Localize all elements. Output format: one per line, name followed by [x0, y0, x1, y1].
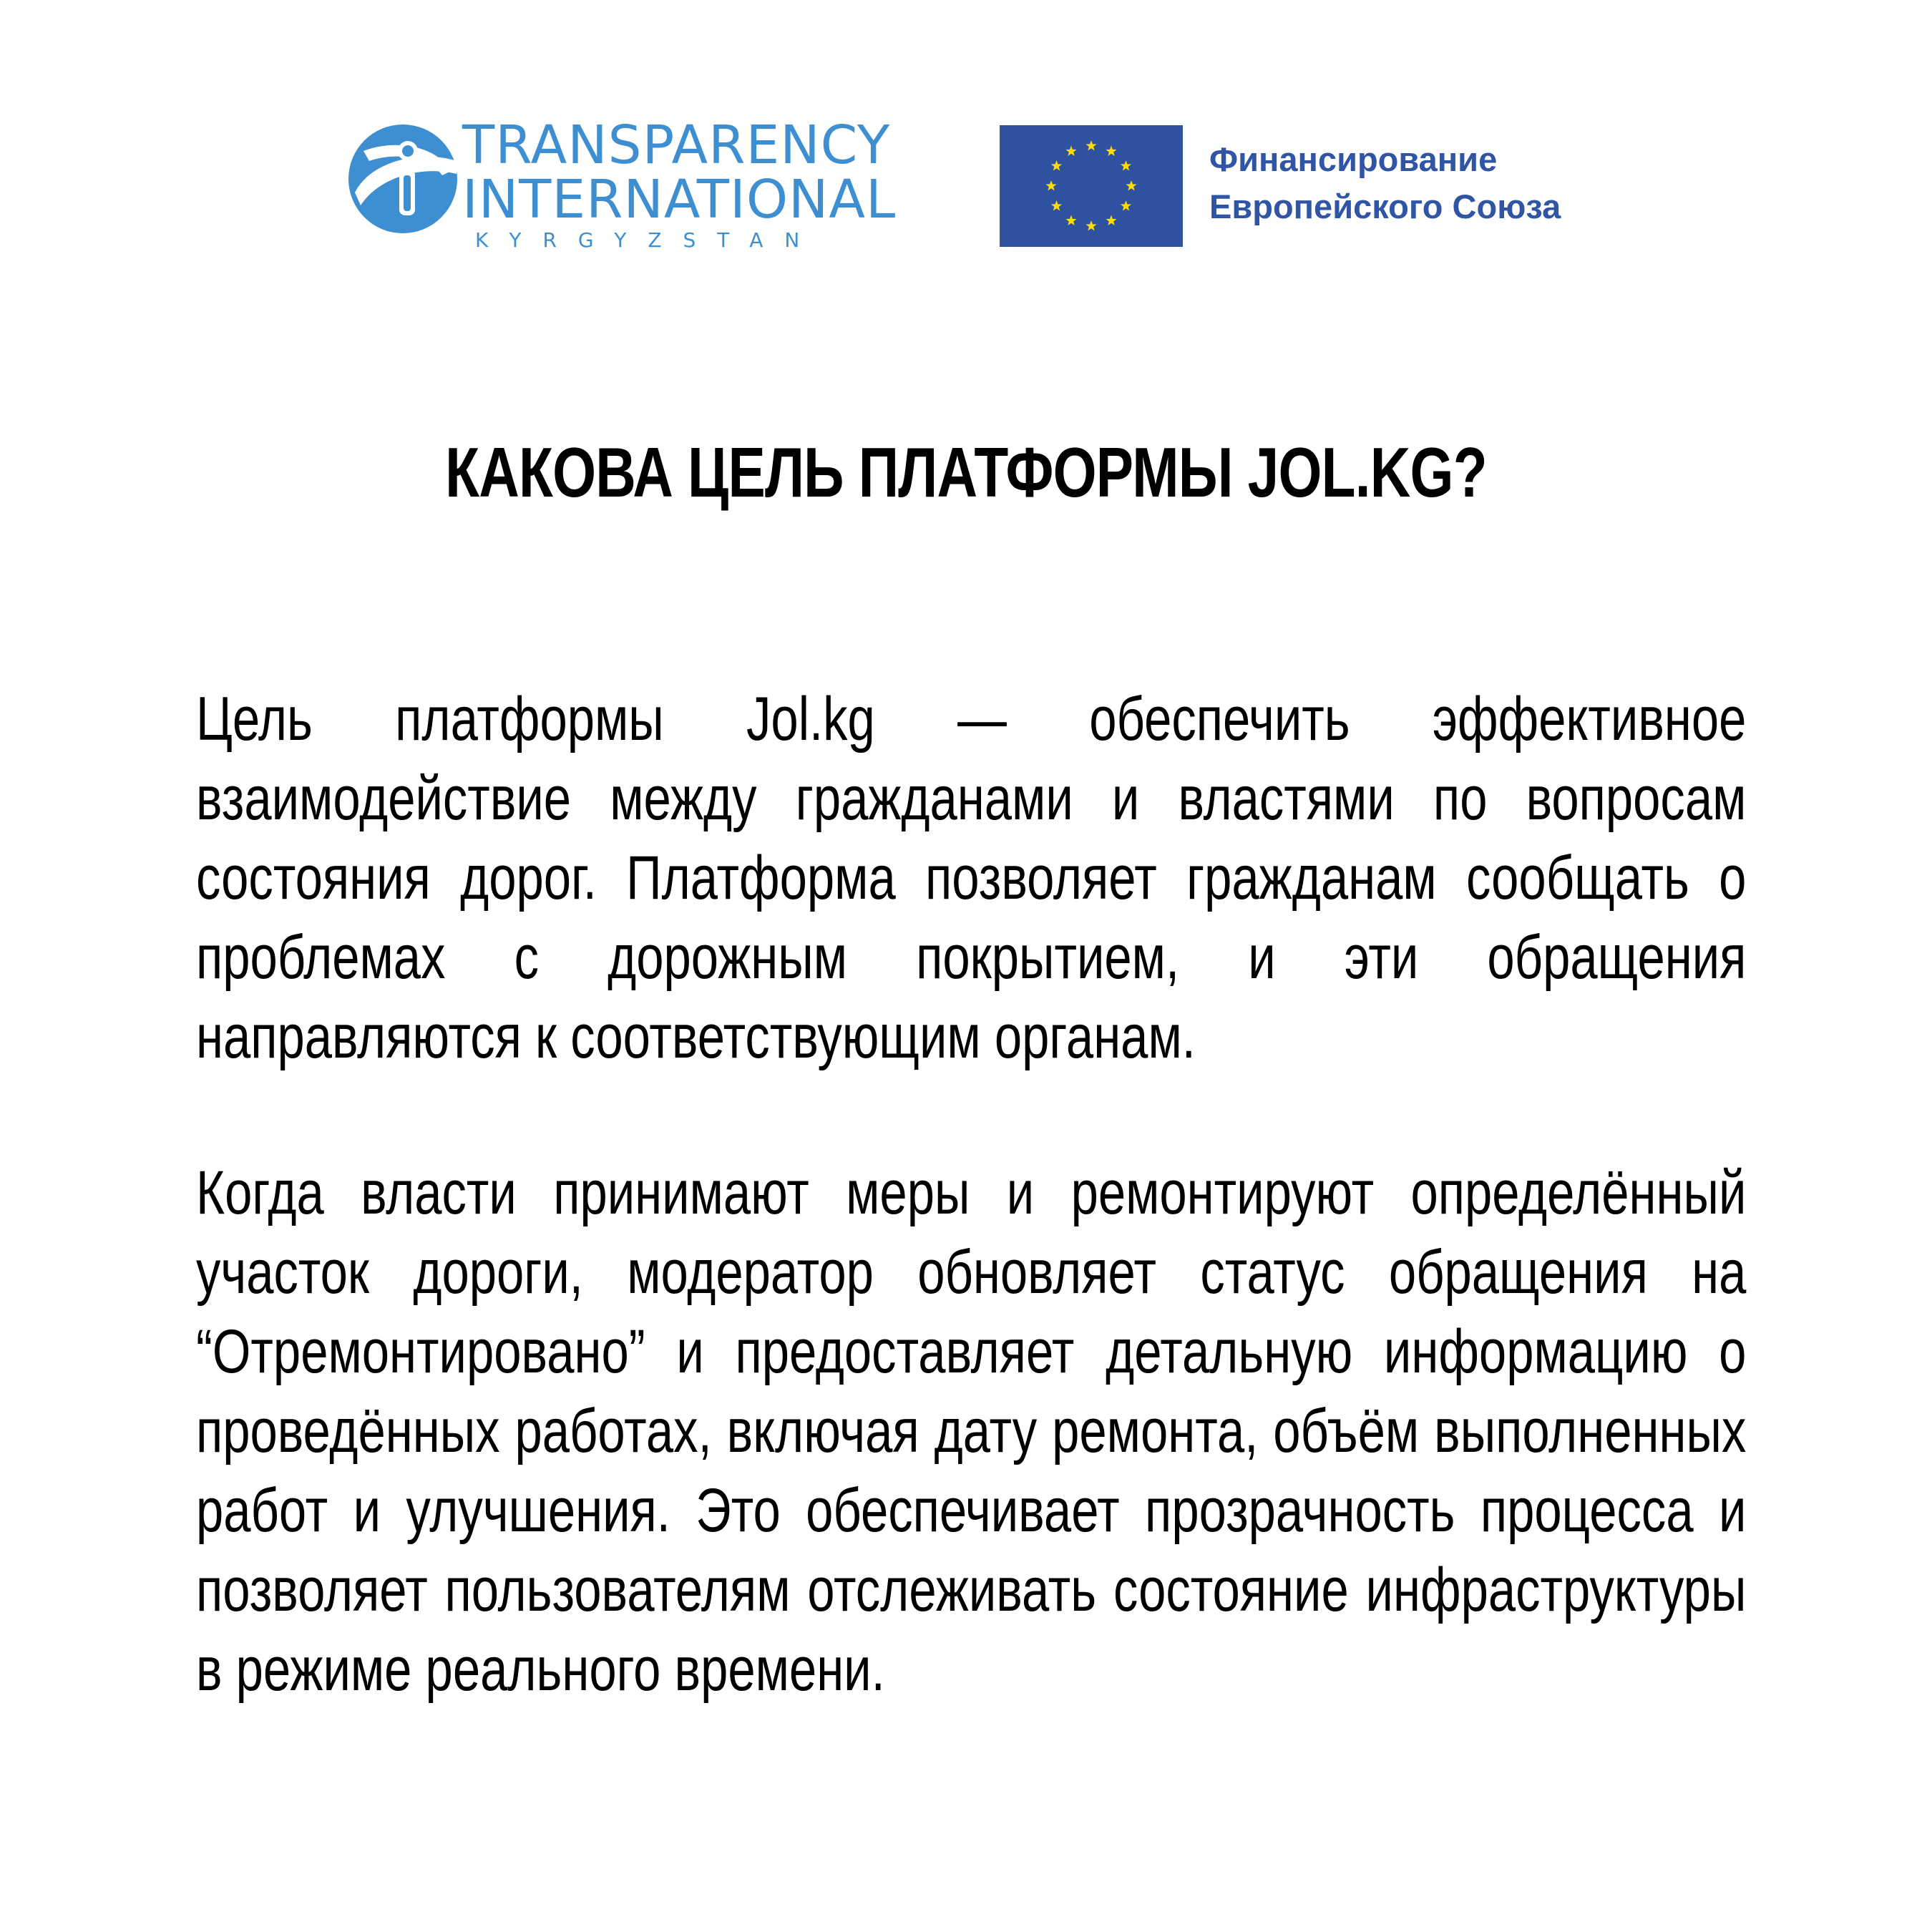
eu-funding-caption — [1209, 136, 1710, 230]
page-title: КАКОВА ЦЕЛЬ ПЛАТФОРМЫ JOL.KG? — [445, 433, 1487, 512]
eu-flag-icon — [1000, 125, 1183, 247]
transparency-wordmark — [462, 114, 949, 253]
eu-caption-line-2: Европейского Союза — [1209, 187, 1561, 225]
transparency-international-logo — [342, 114, 957, 258]
eu-caption-line-1: Финансирование — [1209, 140, 1498, 178]
logo-line-1: TRANSPARENCY — [462, 114, 891, 176]
logo-line-2: INTERNATIONAL — [462, 169, 897, 230]
transparency-emblem-icon — [342, 118, 464, 240]
paragraph-purpose: Цель платформы Jol.kg — обеспечить эффективное взаимодействие между гражданами и властями по вопросам состояния дорог. Платформа позволяет гражданам сообщать о проблемах с дорожным покрытием, и эти обращения направляются к соответствующим органам. — [196, 685, 1747, 1071]
article-body — [196, 680, 1746, 1709]
logo-country: KYRGYZSTAN — [475, 228, 821, 252]
paragraph-repair-status: Когда власти принимают меры и ремонтируют определённый участок дороги, модератор обновляет статус обращения на “Отремонтировано” и предоставляет детальную информацию о проведённых работах, включая дату ремонта, объём выполненных работ и улучшения. Это обеспечивает прозрачность процесса и позволяет пользователям отслеживать состояние инфраструктуры в режиме реального времени. — [196, 1158, 1747, 1704]
